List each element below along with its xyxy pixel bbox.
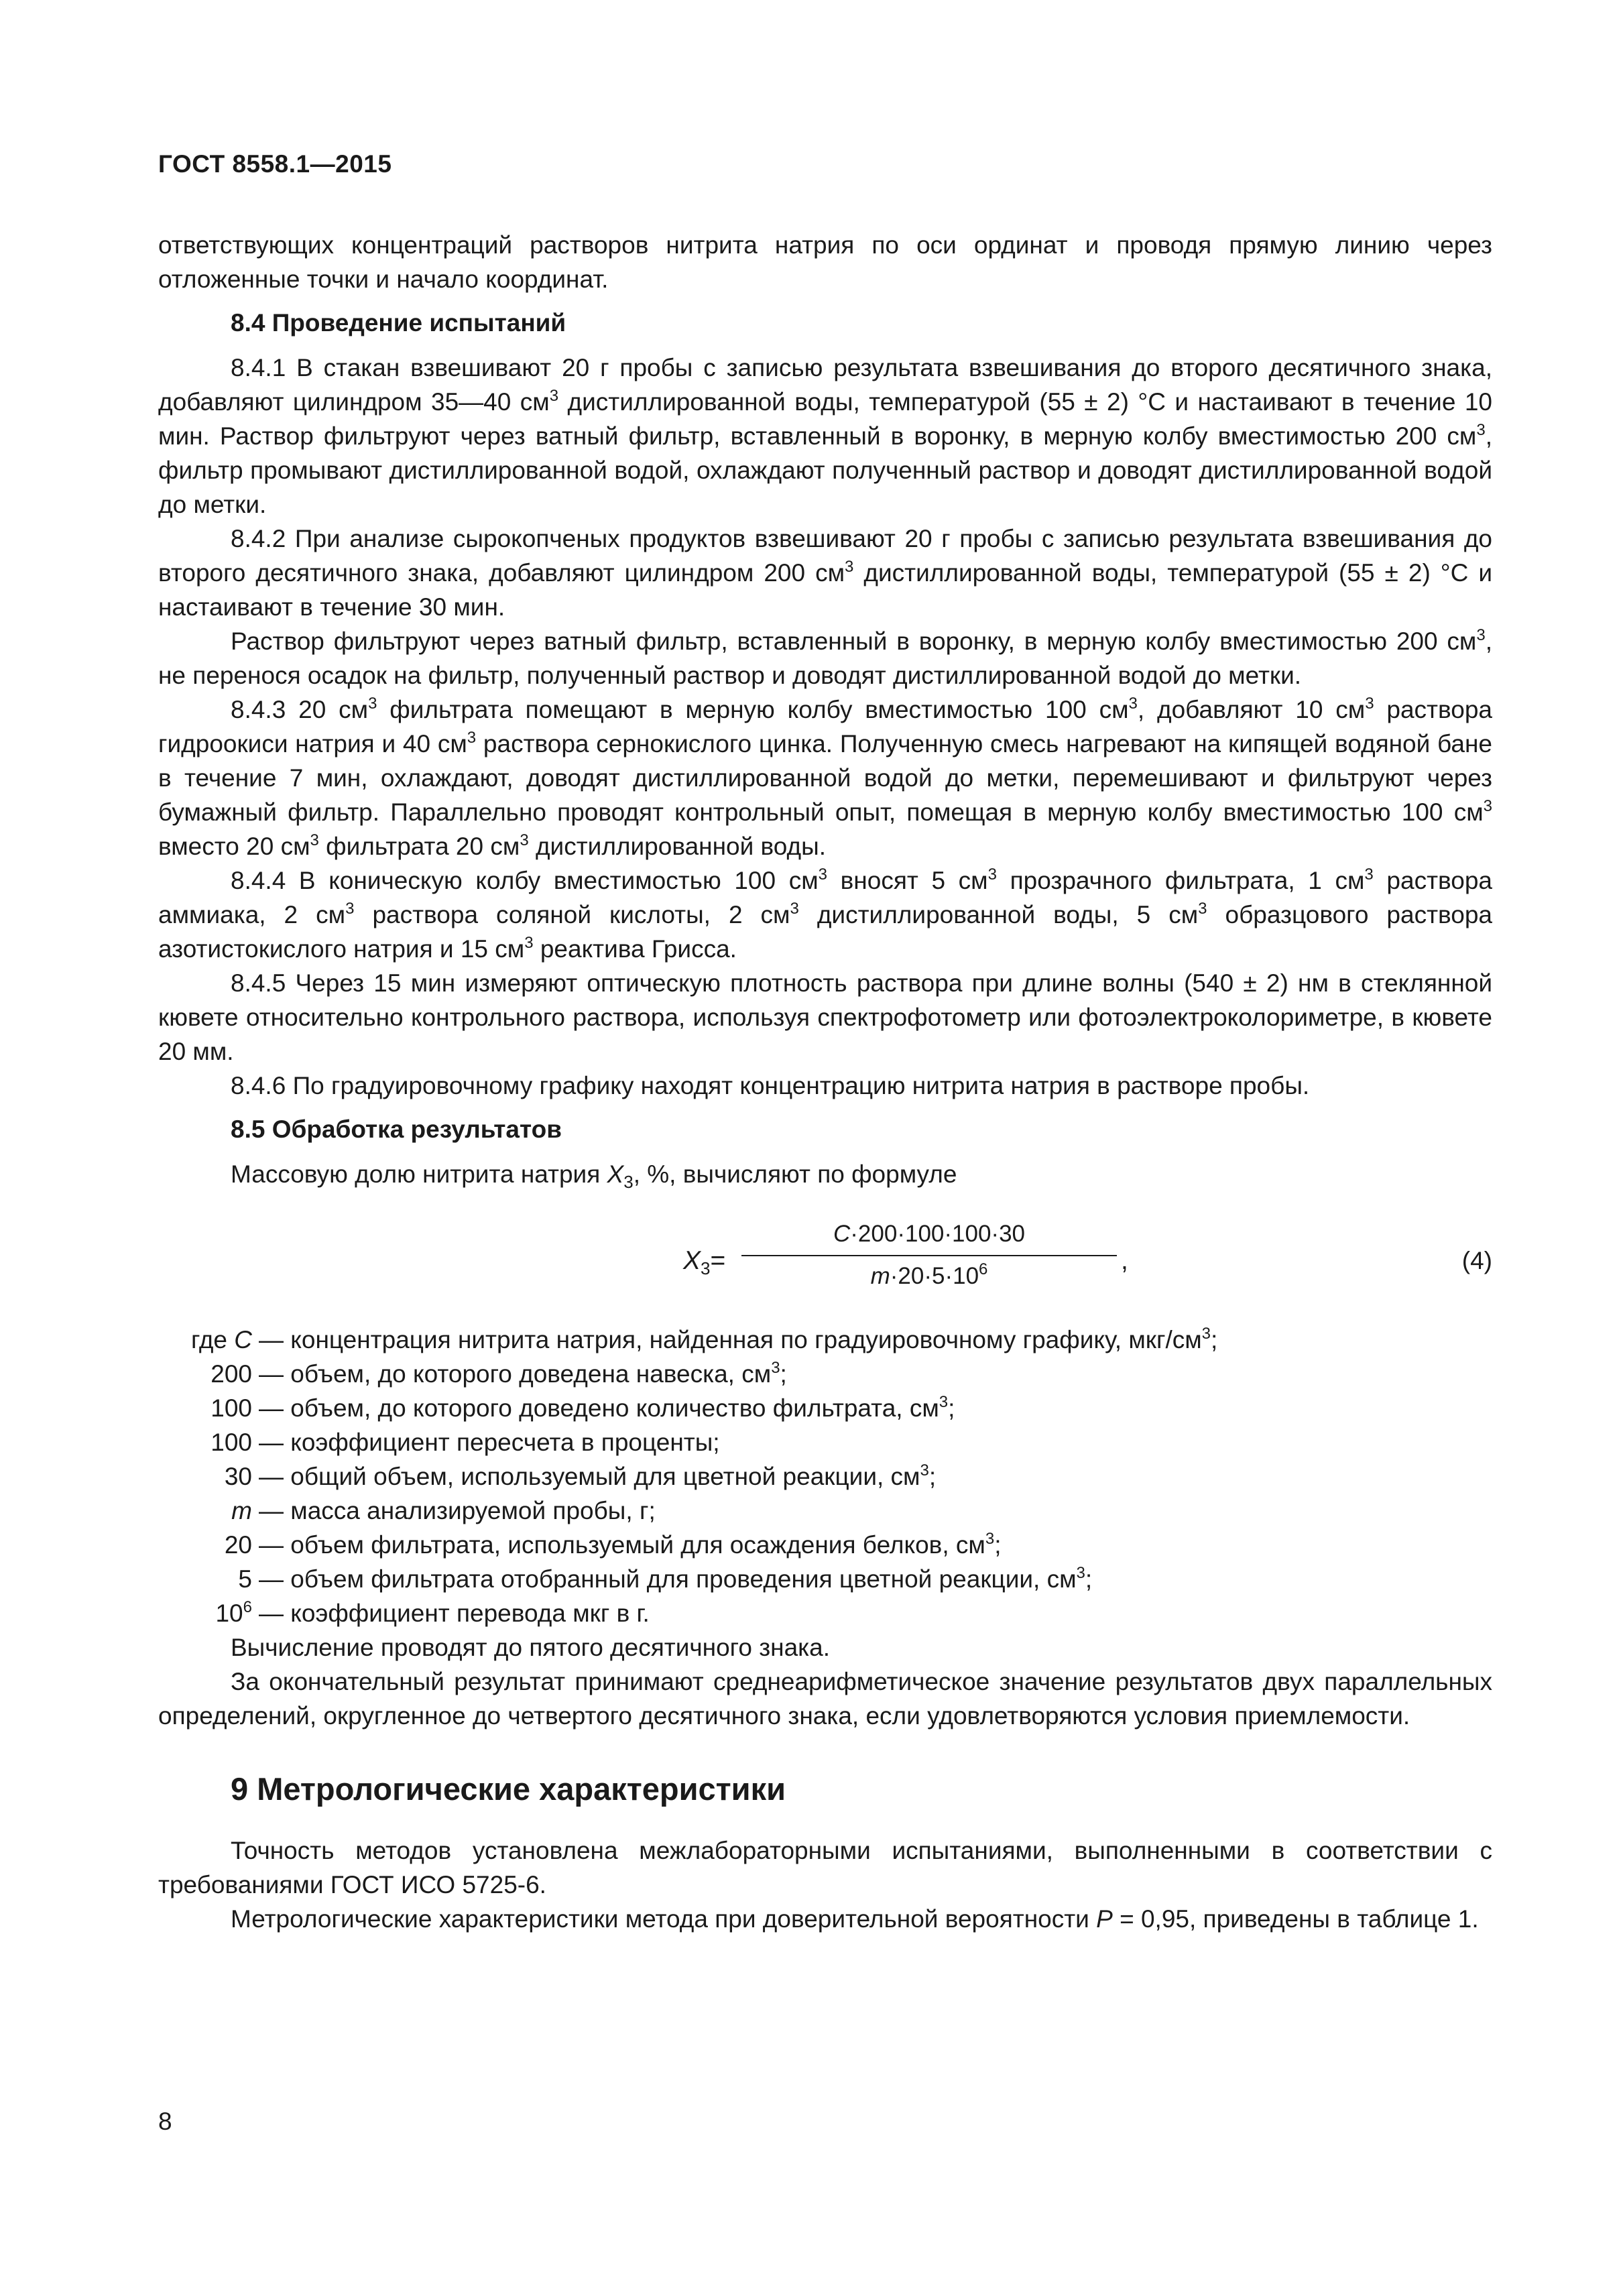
formula-lead: Массовую долю нитрита натрия $X_3$, %, вычисляют по формуле xyxy=(231,1160,957,1192)
formula-fraction xyxy=(741,1217,1117,1293)
document-body xyxy=(158,228,1492,1936)
section-9-title: 9 Метрологические характеристики xyxy=(231,1771,786,1807)
definition-row: 100 — объем, до которого доведено количество фильтрата, $см^3$; xyxy=(211,1393,955,1422)
document-header: ГОСТ 8558.1—2015 xyxy=(158,150,392,178)
paragraph-filtering: Раствор фильтруют через ватный фильтр, вставленный в воронку, в мерную колбу вместимостью 200 $см^3$, не перенося осадок на фильтр, полученный раствор и доводят дистиллированной водой до метки. xyxy=(158,626,1492,689)
definition-row: m — масса анализируемой пробы, г; xyxy=(231,1497,656,1524)
formula-numerator: C·200·100·100·30 xyxy=(741,1217,1117,1256)
definition-row: 30 — общий объем, используемый для цветной реакции, $см^3$; xyxy=(224,1461,937,1490)
definition-row: 20 — объем фильтрата, используемый для осаждения белков, $см^3$; xyxy=(224,1530,1002,1559)
paragraph-8-4-6: 8.4.6 По градуировочному графику находят концентрацию нитрита натрия в растворе пробы. xyxy=(231,1072,1310,1099)
paragraph-8-4-1: 8.4.1 В стакан взвешивают 20 г пробы с записью результата взвешивания до второго десятичного знака, добавляют цилиндром 35—40 $см^3$ дистиллированной воды, температурой (55 ± 2) °С и настаивают в течение 10 мин. Раствор фильтруют через ватный фильтр, вставленный в воронку, в мерную колбу вместимостью 200 $см^3$, фильтр промывают дистиллированной водой, охлаждают полученный раствор и доводят дистиллированной водой до метки. xyxy=(158,354,1492,518)
paragraph-8-4-3: 8.4.3 20 $см^3$ фильтрата помещают в мерную колбу вместимостью 100 $см^3$, добавляют 10 $см^3$ раствора гидроокиси натрия и 40 $см^3$ раствора сернокислого цинка. Полученную смесь нагревают на кипящей водяной бане в течение 7 мин, охлаждают, доводят дистиллированной водой до метки, перемешивают и фильтруют через бумажный фильтр. Параллельно проводят контрольный опыт, помещая в мерную колбу вместимостью 100 $см^3$ вместо 20 $см^3$ фильтрата 20 $см^3$ дистиллированной воды. xyxy=(158,694,1492,860)
paragraph-9-table-ref: Метрологические характеристики метода при доверительной вероятности P = 0,95, приведены в таблице 1. xyxy=(231,1905,1479,1933)
final-result-note: За окончательный результат принимают среднеарифметическое значение результатов двух параллельных определений, округленное до четвертого десятичного знака, если удовлетворяются условия приемлемости. xyxy=(158,1668,1492,1730)
definition-row: 5 — объем фильтрата отобранный для проведения цветной реакции, $см^3$; xyxy=(238,1564,1093,1593)
paragraph-8-4-5: 8.4.5 Через 15 мин измеряют оптическую плотность раствора при длине волны (540 ± 2) нм в стеклянной кювете относительно контрольного раствора, используя спектрофотометр или фотоэлектроколориметре, в кювете 20 мм. xyxy=(158,969,1492,1065)
formula-comma: , xyxy=(1121,1246,1128,1275)
formula-4 xyxy=(158,1205,1492,1312)
paragraph-8-4-2: 8.4.2 При анализе сырокопченых продуктов взвешивают 20 г пробы с записью результата взвешивания до второго десятичного знака, добавляют цилиндром 200 $см^3$ дистиллированной воды, температурой (55 ± 2) °С и настаивают в течение 30 мин. xyxy=(158,525,1492,621)
variable-definitions xyxy=(158,1323,1492,1630)
formula-number: (4) xyxy=(1461,1247,1492,1274)
paragraph-8-4-4: 8.4.4 В коническую колбу вместимостью 100 $см^3$ вносят 5 $см^3$ прозрачного фильтрата, 1 $см^3$ раствора аммиака, 2 $см^3$ раствора соляной кислоты, 2 $см^3$ дистиллированной воды, 5 $см^3$ образцового раствора азотистокислого натрия и 15 $см^3$ реактива Грисса. xyxy=(158,865,1493,963)
section-8-5-title: 8.5 Обработка результатов xyxy=(231,1115,562,1143)
formula-denominator: $m\cdot 20\cdot 5\cdot 10^6$ xyxy=(870,1260,988,1289)
definition-row: 200 — объем, до которого доведена навеска, $см^3$; xyxy=(211,1359,787,1388)
definition-row: $10^6$ — коэффициент перевода мкг в г. xyxy=(215,1598,650,1627)
paragraph-9-accuracy: Точность методов установлена межлабораторными испытаниями, выполненными в соответствии с требованиями ГОСТ ИСО 5725-6. xyxy=(158,1837,1492,1898)
intro-paragraph: ответствующих концентраций растворов нитрита натрия по оси ординат и проводя прямую линию через отложенные точки и начало координат. xyxy=(158,231,1492,293)
page-number: 8 xyxy=(158,2108,172,2135)
section-8-4-title: 8.4 Проведение испытаний xyxy=(231,309,566,337)
definition-row: где C — концентрация нитрита натрия, найденная по градуировочному графику, мкг/$см^3$; xyxy=(190,1325,1218,1353)
definition-row: 100 — коэффициент пересчета в проценты; xyxy=(211,1429,720,1456)
formula-lhs: $X_3=$ xyxy=(683,1246,726,1278)
calculation-note: Вычисление проводят до пятого десятичного знака. xyxy=(231,1634,831,1661)
